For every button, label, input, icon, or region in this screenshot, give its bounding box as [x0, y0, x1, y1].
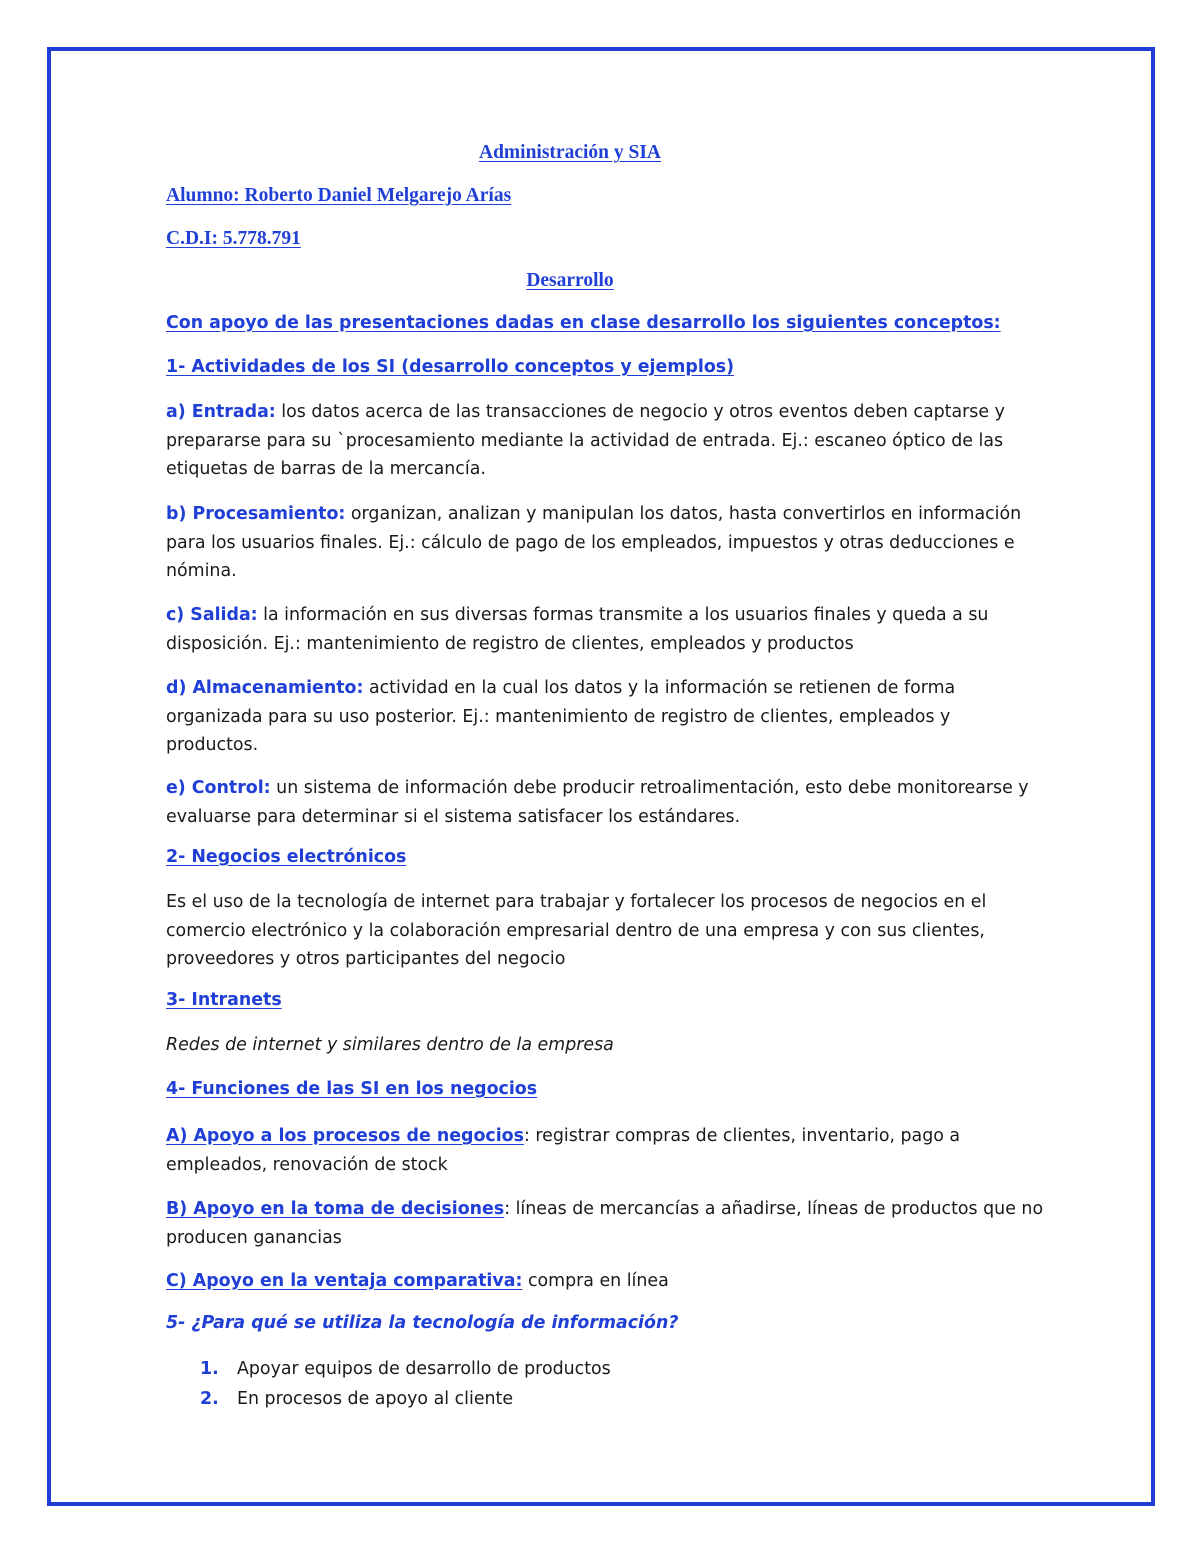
function-label: B) Apoyo en la toma de decisiones — [166, 1199, 505, 1219]
section-5-heading: 5- ¿Para qué se utiliza la tecnología de información? — [166, 1313, 679, 1333]
section-3-heading: 3- Intranets — [166, 990, 282, 1010]
document-title: Administración y SIA — [478, 142, 662, 163]
section-3-text: Redes de internet y similares dentro de la empresa — [166, 1035, 614, 1055]
activity-text: un sistema de información debe producir retroalimentación, esto debe monitorearse y evaluarse para determinar si el sistema satisfacer los estándares. — [166, 778, 1029, 827]
function-text: compra en línea — [522, 1271, 669, 1291]
activity-control — [166, 774, 1046, 831]
section-title: Desarrollo — [526, 270, 614, 291]
section-1-heading: 1- Actividades de los SI (desarrollo conceptos y ejemplos) — [166, 357, 735, 377]
function-text: : líneas de mercancías a añadirse, líneas de productos que no producen ganancias — [166, 1199, 1044, 1248]
activity-text: los datos acerca de las transacciones de negocio y otros eventos deben captarse y prepararse para su `procesamiento mediante la actividad de entrada. Ej.: escaneo óptico de las etiquetas de barras de la mercancía. — [166, 402, 1005, 480]
function-text: : registrar compras de clientes, inventario, pago a empleados, renovación de stock — [166, 1126, 961, 1175]
activity-text: actividad en la cual los datos y la información se retienen de forma organizada para su uso posterior. Ej.: mantenimiento de registro de clientes, empleados y productos. — [166, 678, 956, 756]
list-item — [166, 1354, 1046, 1384]
activity-label: e) Control: — [166, 778, 271, 798]
activity-salida — [166, 601, 1046, 658]
intro-heading: Con apoyo de las presentaciones dadas en clase desarrollo los siguientes conceptos: — [166, 313, 1001, 333]
list-number: 1. — [200, 1359, 219, 1379]
it-uses-list — [166, 1354, 1046, 1414]
activity-label: c) Salida: — [166, 605, 258, 625]
activity-almacenamiento — [166, 674, 1046, 760]
function-label: C) Apoyo en la ventaja comparativa: — [166, 1271, 523, 1291]
activity-label: a) Entrada: — [166, 402, 276, 422]
function-ventaja — [166, 1267, 1046, 1296]
list-text: Apoyar equipos de desarrollo de productos — [237, 1359, 611, 1379]
activity-text: organizan, analizan y manipulan los datos, hasta convertirlos en información para los usuarios finales. Ej.: cálculo de pago de los empleados, impuestos y otras deducciones e nómina. — [166, 504, 1022, 582]
function-decisiones — [166, 1195, 1046, 1252]
activity-entrada — [166, 398, 1046, 484]
section-2-heading: 2- Negocios electrónicos — [166, 847, 407, 867]
section-2-text: Es el uso de la tecnología de internet para trabajar y fortalecer los procesos de negocios en el comercio electrónico y la colaboración empresarial dentro de una empresa y con sus clientes, proveedores y otros participantes del negocio — [166, 892, 987, 970]
activity-label: b) Procesamiento: — [166, 504, 346, 524]
function-procesos — [166, 1122, 1046, 1179]
activity-procesamiento — [166, 500, 1046, 586]
student-id: C.D.I: 5.778.791 — [166, 228, 301, 249]
list-number: 2. — [200, 1389, 219, 1409]
function-label: A) Apoyo a los procesos de negocios — [166, 1126, 524, 1146]
activity-label: d) Almacenamiento: — [166, 678, 364, 698]
activity-text: la información en sus diversas formas transmite a los usuarios finales y queda a su disposición. Ej.: mantenimiento de registro de clientes, empleados y productos — [166, 605, 989, 654]
section-4-heading: 4- Funciones de las SI en los negocios — [166, 1079, 538, 1099]
list-item — [166, 1384, 1046, 1414]
list-text: En procesos de apoyo al cliente — [237, 1389, 514, 1409]
student-name: Alumno: Roberto Daniel Melgarejo Arías — [166, 185, 512, 206]
